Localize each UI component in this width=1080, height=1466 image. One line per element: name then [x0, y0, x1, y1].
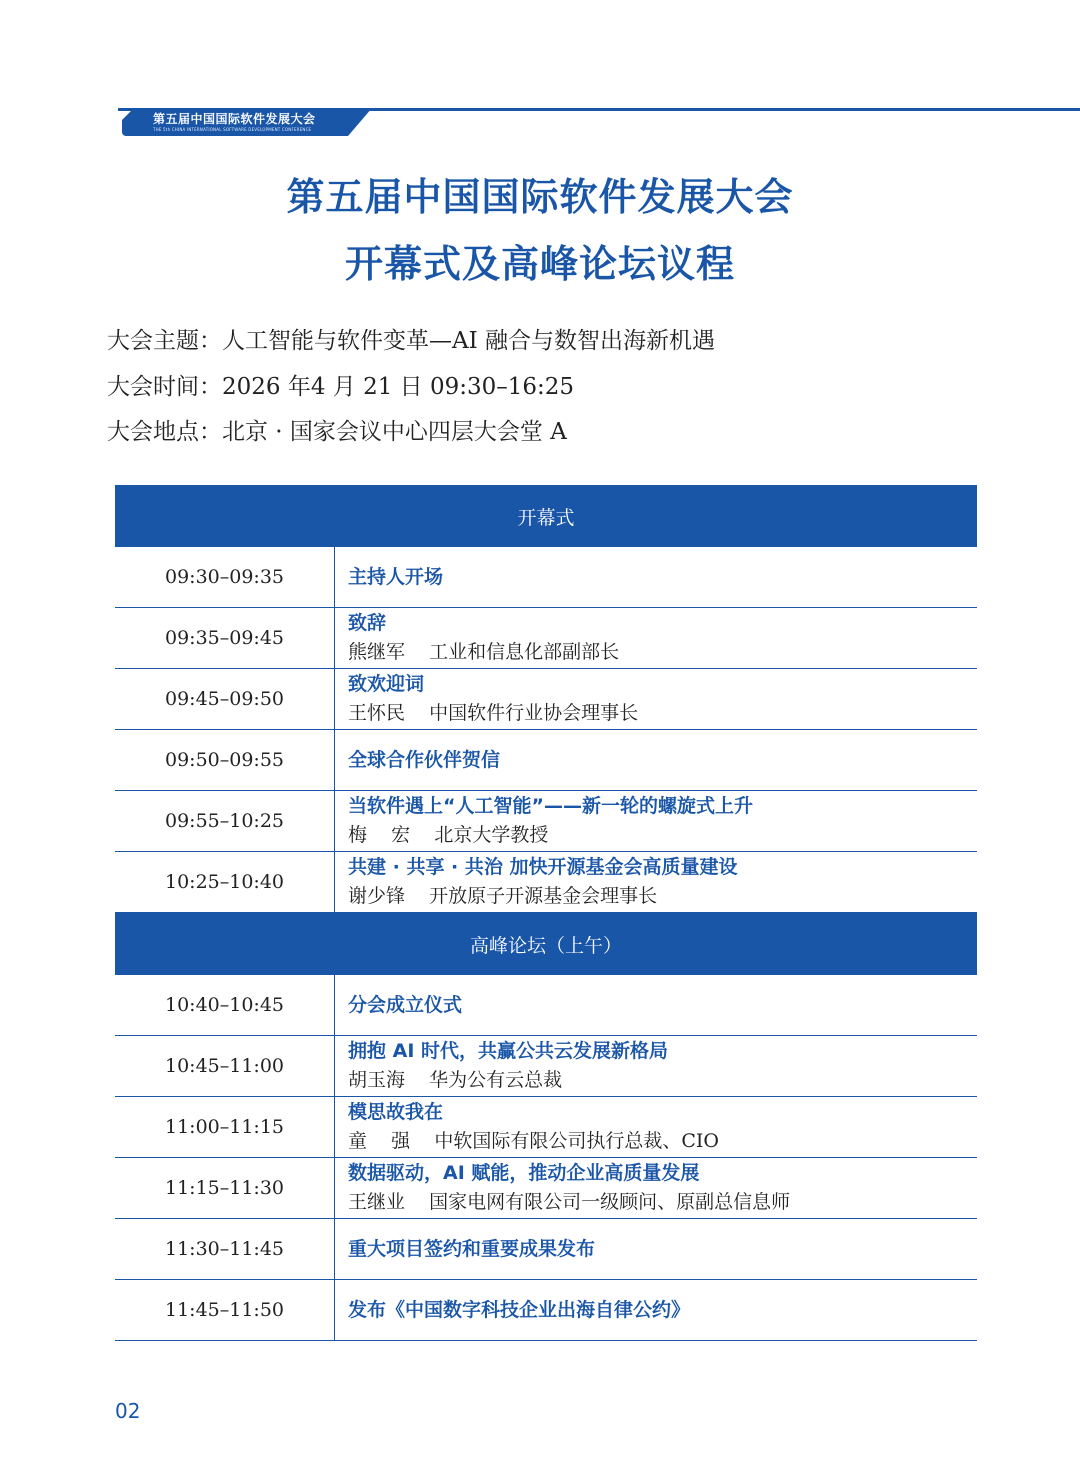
agenda-content — [335, 791, 977, 851]
info-time: 大会时间：2026 年4 月 21 日 09:30–16:25 — [107, 374, 575, 400]
agenda-content — [335, 1036, 977, 1096]
agenda-time: 10:40–10:45 — [115, 975, 335, 1035]
agenda-speaker: 梅 宏 北京大学教授 — [348, 824, 549, 846]
page-number: 02 — [115, 1399, 141, 1423]
agenda-row — [115, 1280, 977, 1341]
info-theme: 大会主题：人工智能与软件变革—AI 融合与数智出海新机遇 — [107, 328, 716, 354]
agenda-time: 11:15–11:30 — [115, 1158, 335, 1218]
agenda-row — [115, 547, 977, 608]
agenda-time: 09:35–09:45 — [115, 608, 335, 668]
agenda-row — [115, 730, 977, 791]
agenda-row — [115, 852, 977, 913]
agenda-row — [115, 791, 977, 852]
agenda-topic: 数据驱动，AI 赋能，推动企业高质量发展 — [348, 1162, 700, 1184]
header-conference-name-en: THE 5th CHINA INTERNATIONAL SOFTWARE DEVELOPMENT CONFERENCE — [153, 127, 312, 132]
page-title-line2: 开幕式及高峰论坛议程 — [344, 241, 735, 286]
agenda-content — [335, 730, 977, 790]
agenda-content — [335, 1280, 977, 1340]
agenda-topic: 发布《中国数字科技企业出海自律公约》 — [348, 1299, 691, 1321]
info-venue: 大会地点：北京 · 国家会议中心四层大会堂 A — [107, 419, 567, 445]
agenda-topic: 主持人开场 — [348, 566, 444, 588]
page-title-line1: 第五届中国国际软件发展大会 — [286, 174, 794, 219]
agenda-topic: 分会成立仪式 — [348, 994, 463, 1016]
agenda-row — [115, 1036, 977, 1097]
agenda-speaker: 谢少锋 开放原子开源基金会理事长 — [348, 885, 658, 907]
agenda-time: 09:55–10:25 — [115, 791, 335, 851]
agenda-topic: 致欢迎词 — [348, 673, 425, 695]
agenda-topic: 拥抱 AI 时代，共赢公共云发展新格局 — [348, 1040, 669, 1062]
agenda-row — [115, 1158, 977, 1219]
agenda-time: 10:25–10:40 — [115, 852, 335, 912]
agenda-content — [335, 852, 977, 912]
agenda-topic: 模思故我在 — [348, 1101, 444, 1123]
agenda-content — [335, 1158, 977, 1218]
agenda-time: 11:00–11:15 — [115, 1097, 335, 1157]
agenda-topic: 共建 · 共享 · 共治 加快开源基金会高质量建设 — [348, 856, 738, 878]
agenda-time: 09:30–09:35 — [115, 547, 335, 607]
agenda-table — [115, 485, 977, 1341]
agenda-speaker: 王怀民 中国软件行业协会理事长 — [348, 702, 639, 724]
agenda-speaker: 童 强 中软国际有限公司执行总裁、CIO — [348, 1130, 719, 1152]
agenda-topic: 当软件遇上“人工智能”——新一轮的螺旋式上升 — [348, 795, 753, 817]
agenda-speaker: 胡玉海 华为公有云总裁 — [348, 1069, 563, 1091]
agenda-speaker: 熊继军 工业和信息化部副部长 — [348, 641, 620, 663]
agenda-time: 11:30–11:45 — [115, 1219, 335, 1279]
agenda-row — [115, 975, 977, 1036]
agenda-content — [335, 547, 977, 607]
agenda-topic: 致辞 — [348, 612, 387, 634]
agenda-content — [335, 1097, 977, 1157]
agenda-time: 09:50–09:55 — [115, 730, 335, 790]
agenda-topic: 全球合作伙伴贺信 — [348, 749, 501, 771]
agenda-time: 10:45–11:00 — [115, 1036, 335, 1096]
agenda-content — [335, 669, 977, 729]
section-heading: 开幕式 — [115, 485, 977, 547]
agenda-row — [115, 1097, 977, 1158]
section-heading: 高峰论坛（上午） — [115, 913, 977, 975]
agenda-time: 09:45–09:50 — [115, 669, 335, 729]
agenda-speaker: 王继业 国家电网有限公司一级顾问、原副总信息师 — [348, 1191, 791, 1213]
header-conference-name: 第五届中国国际软件发展大会 — [153, 112, 316, 126]
agenda-time: 11:45–11:50 — [115, 1280, 335, 1340]
agenda-content — [335, 608, 977, 668]
agenda-topic: 重大项目签约和重要成果发布 — [348, 1238, 596, 1260]
agenda-row — [115, 669, 977, 730]
agenda-row — [115, 608, 977, 669]
agenda-content — [335, 975, 977, 1035]
agenda-row — [115, 1219, 977, 1280]
agenda-content — [335, 1219, 977, 1279]
